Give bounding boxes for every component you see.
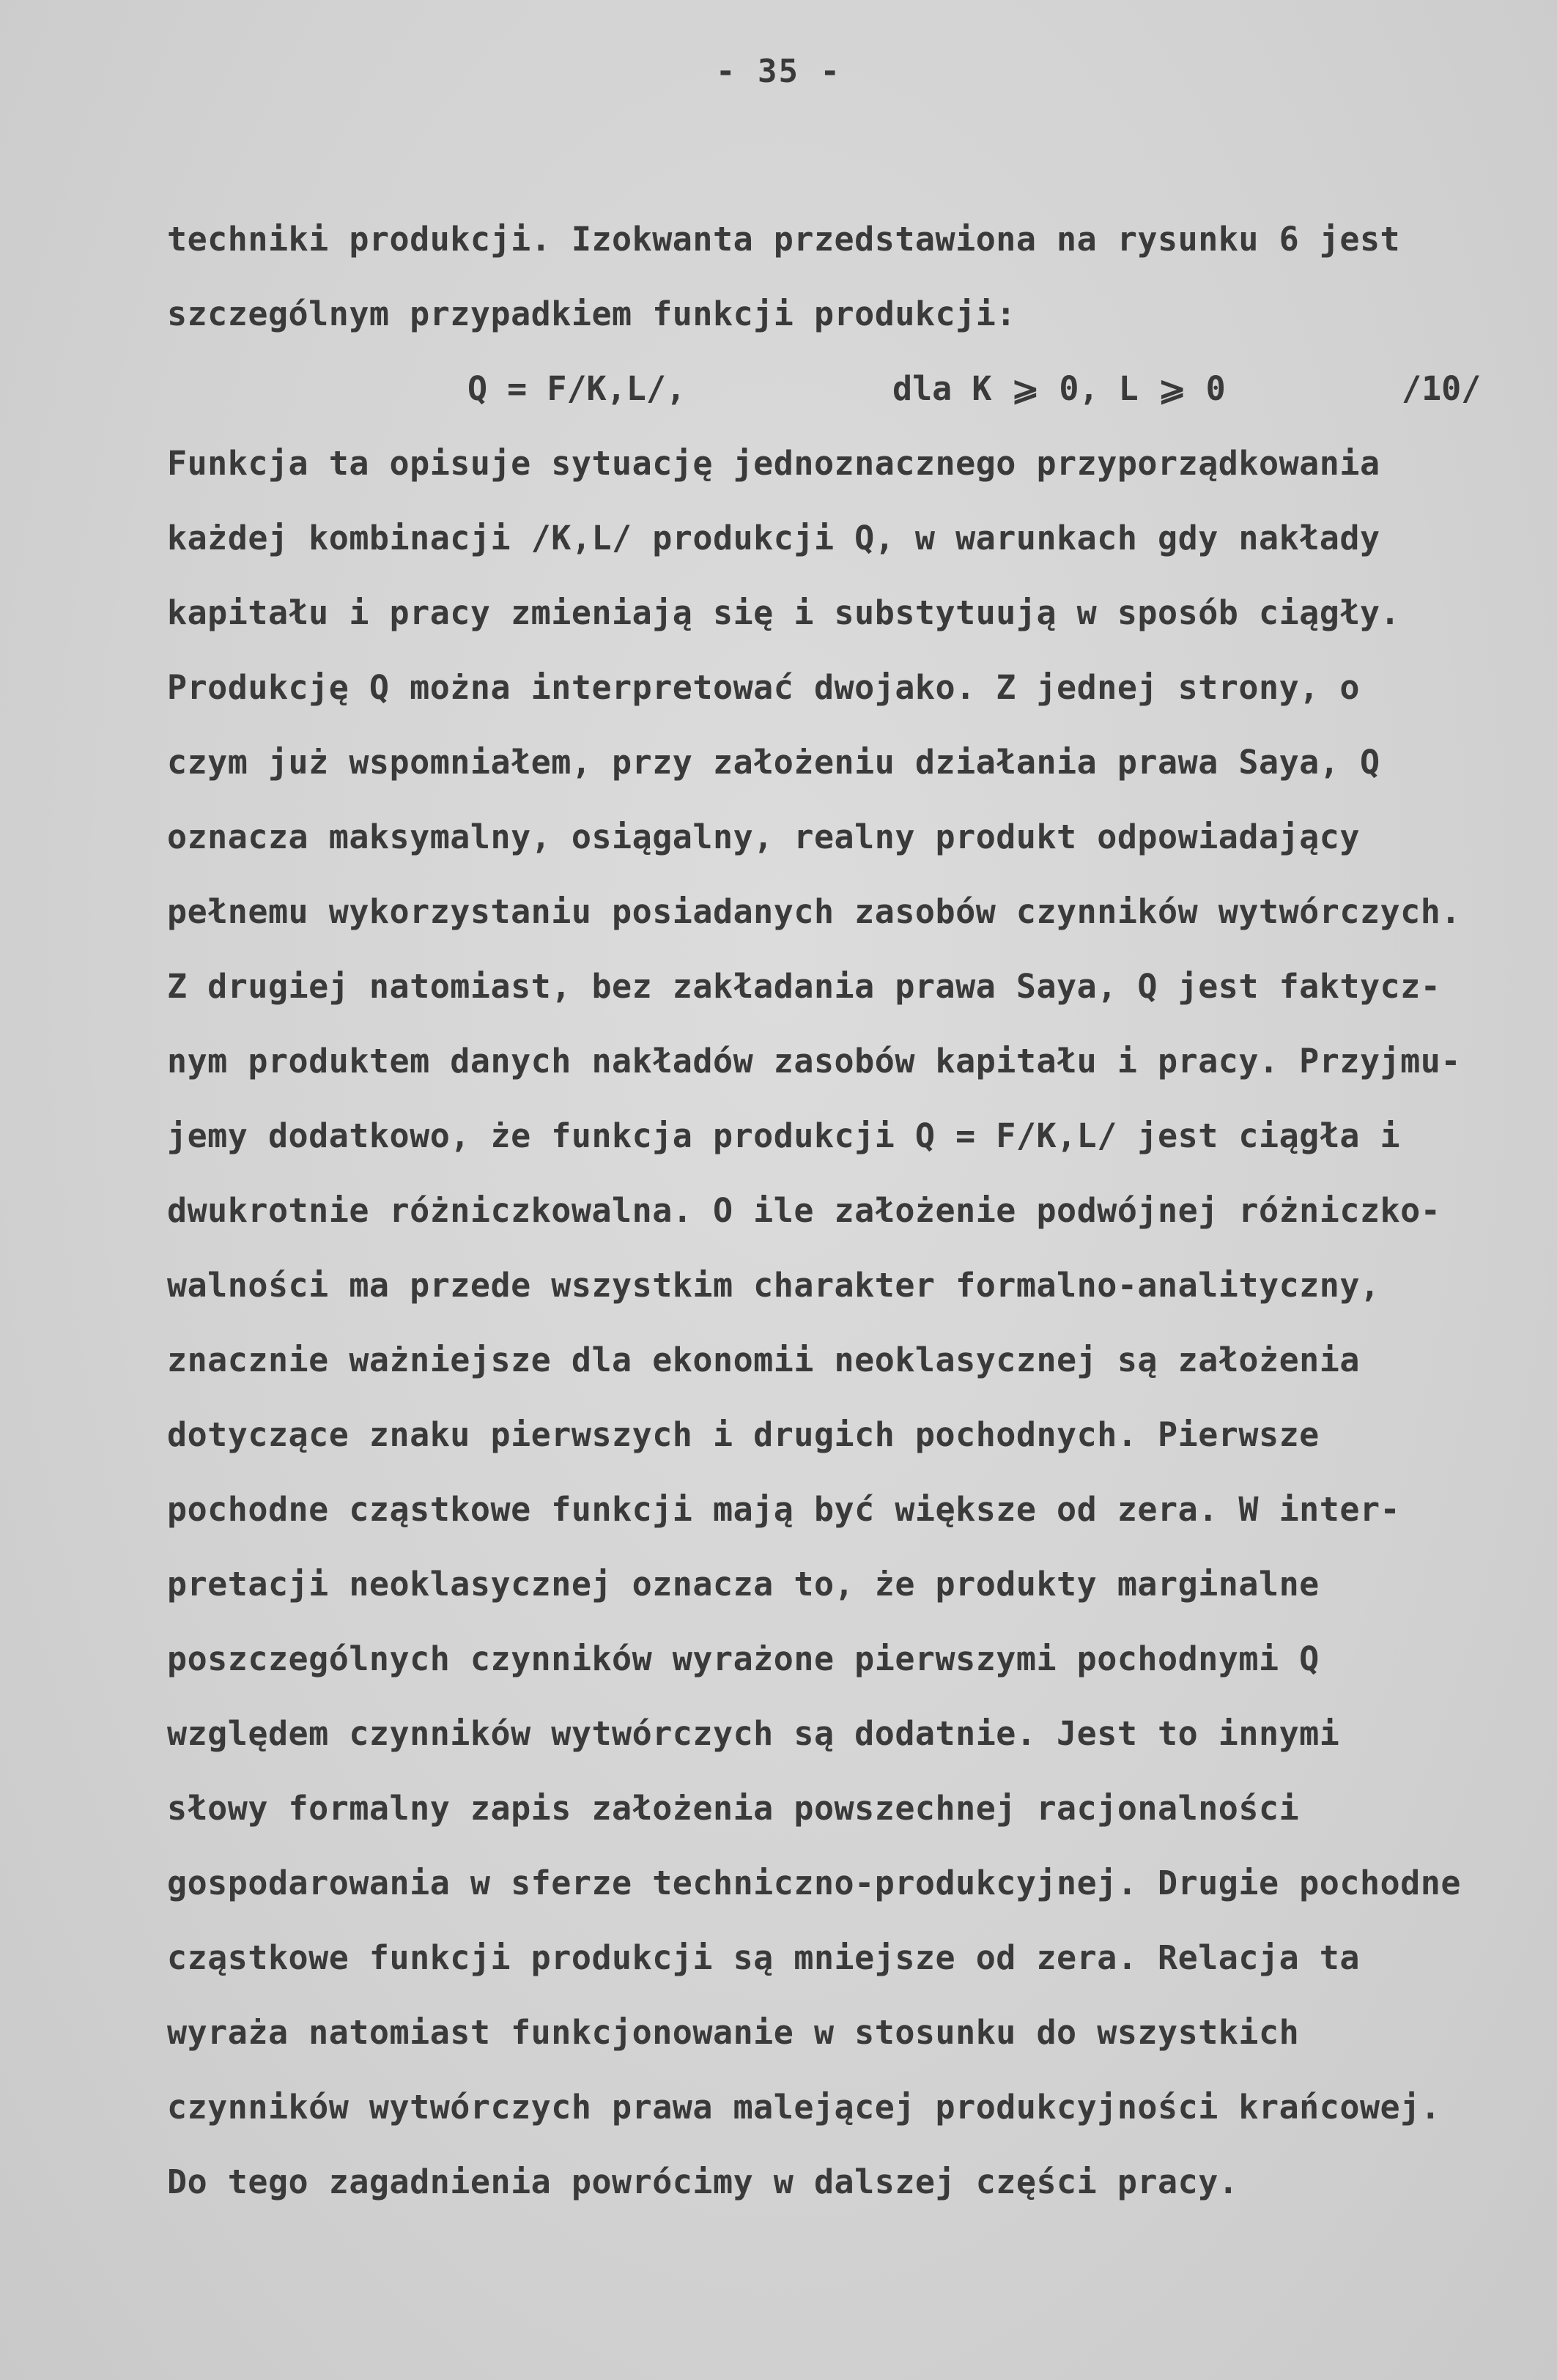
text-line: każdej kombinacji /K,L/ produkcji Q, w warunkach gdy nakłady [167,519,1380,557]
text-line: cząstkowe funkcji produkcji są mniejsze od zera. Relacja ta [167,1938,1360,1977]
formula-expression: Q = F/K,L/, [467,369,687,408]
text-line: jemy dodatkowo, że funkcja produkcji Q = F/K,L/ jest ciągła i [167,1116,1401,1155]
text-line: pełnemu wykorzystaniu posiadanych zasobów czynników wytwórczych. [167,892,1461,931]
formula-condition: dla K ⩾ 0, L ⩾ 0 [892,369,1226,408]
page-number: - 35 - [716,53,841,90]
text-line: poszczególnych czynników wyrażone pierwszymi pochodnymi Q [167,1639,1320,1678]
text-line: pretacji neoklasycznej oznacza to, że produkty marginalne [167,1565,1320,1604]
text-line: Produkcję Q można interpretować dwojako. Z jednej strony, o [167,668,1360,707]
text-line: czym już wspomniałem, przy założeniu działania prawa Saya, Q [167,743,1380,782]
formula-number: /10/ [1402,369,1482,408]
text-line: kapitału i pracy zmieniają się i substytuują w sposób ciągły. [167,593,1401,632]
text-line: walności ma przede wszystkim charakter formalno-analityczny, [167,1266,1380,1305]
text-line: gospodarowania w sferze techniczno-produkcyjnej. Drugie pochodne [167,1864,1461,1902]
text-line: Funkcja ta opisuje sytuację jednoznacznego przyporządkowania [167,444,1380,483]
text-line: słowy formalny zapis założenia powszechnej racjonalności [167,1789,1300,1828]
text-line: wyraża natomiast funkcjonowanie w stosunku do wszystkich [167,2013,1300,2052]
text-line: dwukrotnie różniczkowalna. O ile założenie podwójnej różniczko- [167,1191,1441,1230]
text-line: dotyczące znaku pierwszych i drugich pochodnych. Pierwsze [167,1415,1320,1454]
text-line: techniki produkcji. Izokwanta przedstawiona na rysunku 6 jest [167,220,1401,259]
formula [167,352,1552,426]
text-line: szczególnym przypadkiem funkcji produkcji: [167,294,1016,333]
text-line: pochodne cząstkowe funkcji mają być większe od zera. W inter- [167,1490,1401,1529]
text-line: Z drugiej natomiast, bez zakładania prawa Saya, Q jest faktycz- [167,967,1441,1006]
text-line: Do tego zagadnienia powrócimy w dalszej części pracy. [167,2162,1239,2201]
text-line: znacznie ważniejsze dla ekonomii neoklasycznej są założenia [167,1341,1360,1379]
text-line: nym produktem danych nakładów zasobów kapitału i pracy. Przyjmu- [167,1042,1461,1080]
body-text [167,202,1552,2220]
text-line: oznacza maksymalny, osiągalny, realny produkt odpowiadający [167,818,1360,856]
text-line: względem czynników wytwórczych są dodatnie. Jest to innymi [167,1714,1340,1753]
text-line: czynników wytwórczych prawa malejącej produkcyjności krańcowej. [167,2088,1441,2127]
